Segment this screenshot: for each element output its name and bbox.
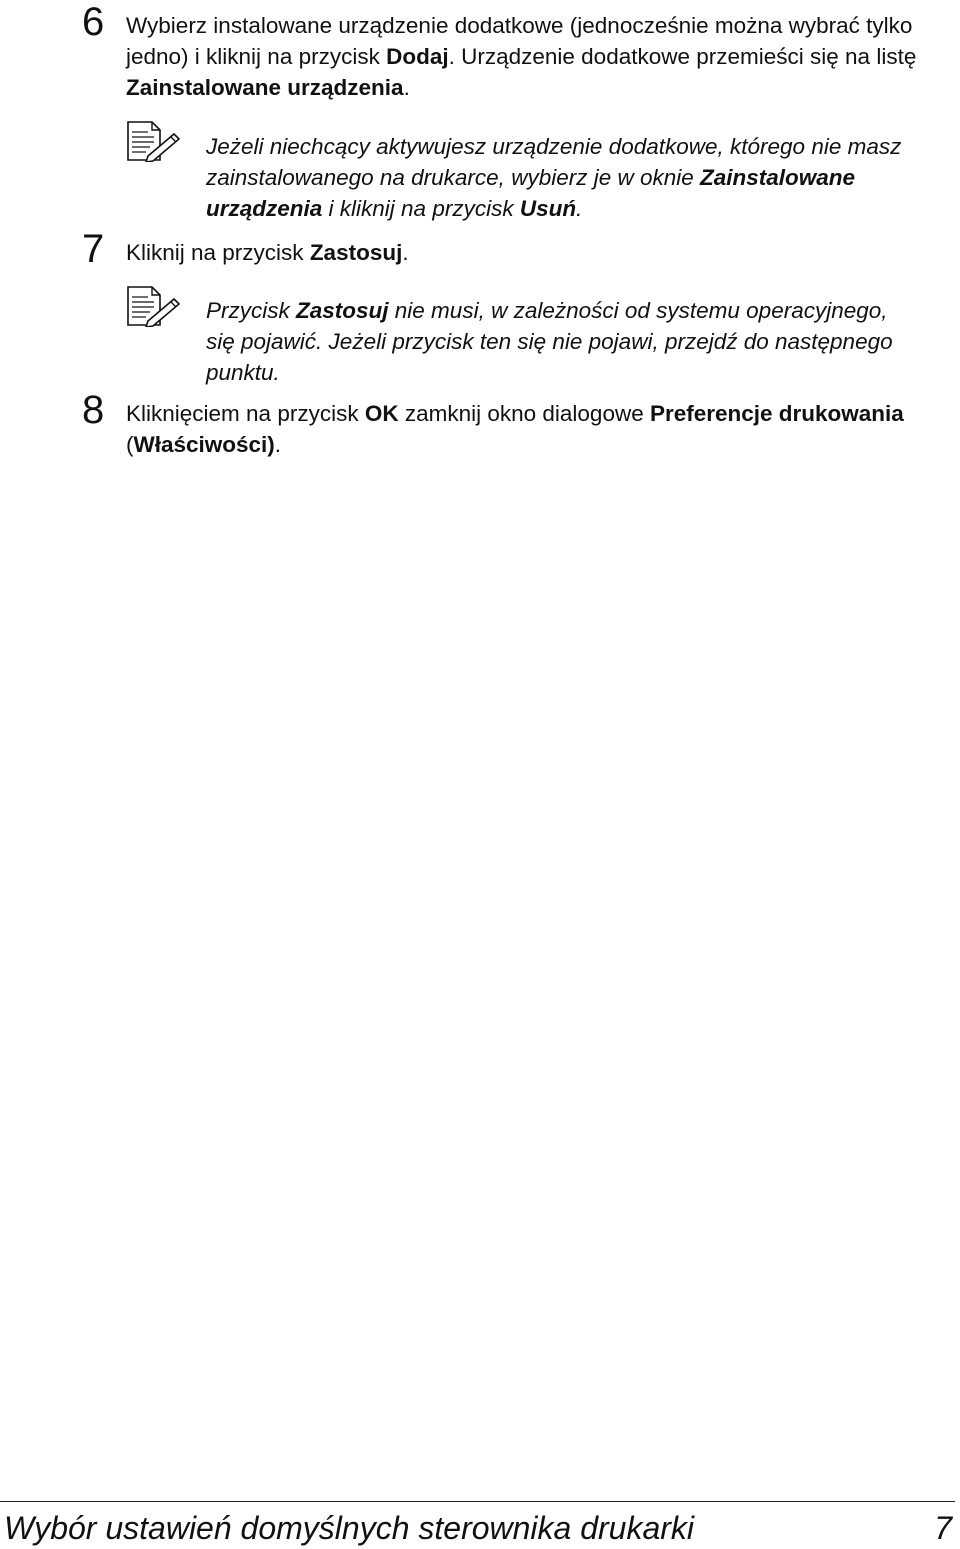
note-text [206,295,906,388]
step-number: 7 [82,227,105,271]
text-run: nie musi, w zależności od systemu operacyjnego, się pojawić. Jeżeli przycisk ten się nie pojawi, przejdź do następnego punktu. [206,298,893,385]
bold-text-run: Usuń [519,196,577,221]
bold-text-run: OK [364,401,399,426]
step-text [126,237,926,268]
text-run: Jeżeli niechcący aktywujesz urządzenie dodatkowe, którego nie masz zainstalowanego na drukarce, wybierz je w oknie [206,134,902,190]
page-number: 7 [934,1510,952,1546]
bold-text-run: Zainstalowane urządzenia [126,75,404,100]
step-text [126,398,926,460]
bold-text-run: Zastosuj [296,298,389,323]
text-run: Przycisk [206,298,296,323]
text-run: . [403,75,410,100]
step-number: 8 [82,388,105,432]
text-run: ( [126,432,134,457]
text-run: . [576,196,583,221]
text-run: . [274,432,282,457]
text-run: Kliknij na przycisk [126,240,310,265]
text-run: . Urządzenie dodatkowe przemieści się na listę [448,44,917,69]
note-pencil-icon [126,285,182,327]
bold-text-run: Zastosuj [309,240,403,265]
bold-text-run: Właściwości) [133,432,275,457]
note-text [206,131,906,224]
bold-text-run: Zainstalowane urządzenia [206,165,856,221]
text-run: . [402,240,409,265]
bold-text-run: Dodaj [386,44,449,69]
step-number: 6 [82,0,105,44]
note-pencil-icon [126,120,182,162]
footer-title: Wybór ustawień domyślnych sterownika drukarki [4,1510,695,1546]
text-run: Kliknięciem na przycisk [126,401,365,426]
text-run: zamknij okno dialogowe [398,401,650,426]
footer-divider [0,1501,955,1502]
step-text [126,10,926,103]
text-run: Wybierz instalowane urządzenie dodatkowe (jednocześnie można wybrać tylko jedno) i kliknij na przycisk [126,13,913,69]
text-run: i kliknij na przycisk [322,196,520,221]
bold-text-run: Preferencje drukowania [649,401,904,426]
